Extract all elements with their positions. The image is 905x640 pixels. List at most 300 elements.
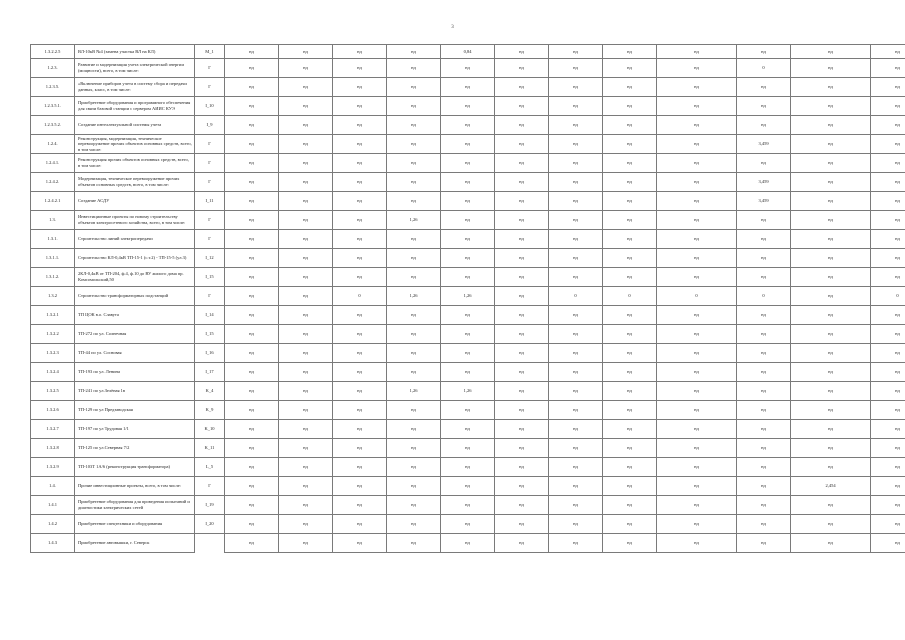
- page-number: 3: [451, 25, 454, 30]
- value-cell: нд: [737, 325, 791, 344]
- value-cell: нд: [549, 268, 603, 287]
- value-cell: нд: [225, 382, 279, 401]
- value-cell: нд: [657, 45, 737, 59]
- value-cell: нд: [225, 458, 279, 477]
- value-cell: нд: [791, 534, 871, 553]
- row-identifier: I_9: [195, 116, 225, 135]
- value-cell: нд: [441, 420, 495, 439]
- value-cell: нд: [495, 344, 549, 363]
- value-cell: нд: [791, 496, 871, 515]
- row-code: 1.2.3.5.2.: [31, 116, 75, 135]
- row-code: 1.3.2.2: [31, 325, 75, 344]
- value-cell: нд: [279, 116, 333, 135]
- value-cell: нд: [333, 192, 387, 211]
- row-name: Строительство линий электропередачи: [75, 230, 195, 249]
- row-code: 1.3.2.1: [31, 306, 75, 325]
- row-identifier: Г: [195, 173, 225, 192]
- value-cell: нд: [657, 401, 737, 420]
- row-identifier: I_12: [195, 249, 225, 268]
- table-row: [31, 154, 905, 173]
- value-cell: нд: [791, 154, 871, 173]
- value-cell: нд: [225, 363, 279, 382]
- value-cell: 1,26: [441, 287, 495, 306]
- value-cell: 1,26: [387, 287, 441, 306]
- value-cell: нд: [495, 287, 549, 306]
- row-name: Инвестиционные проекты по новому строительству объектов электросетевого хозяйства, всего, в том числе:: [75, 211, 195, 230]
- value-cell: нд: [387, 496, 441, 515]
- row-identifier: I_19: [195, 496, 225, 515]
- value-cell: нд: [603, 306, 657, 325]
- table-row: [31, 420, 905, 439]
- table-row: [31, 439, 905, 458]
- value-cell: нд: [387, 268, 441, 287]
- value-cell: нд: [495, 116, 549, 135]
- value-cell: нд: [279, 363, 333, 382]
- row-identifier: Г: [195, 477, 225, 496]
- value-cell: нд: [657, 477, 737, 496]
- row-identifier: I_15: [195, 325, 225, 344]
- value-cell: нд: [791, 97, 871, 116]
- value-cell: нд: [791, 116, 871, 135]
- value-cell: нд: [495, 45, 549, 59]
- row-code: 1.3.2.4: [31, 363, 75, 382]
- row-name: Приобретение оборудования для проведения испытаний и диагностики электрических сетей: [75, 496, 195, 515]
- value-cell: нд: [441, 211, 495, 230]
- value-cell: нд: [333, 515, 387, 534]
- row-name: Строительство КЛ-0,4кВ ТП-15-1 (с.т.2) - ТП-15-5 (ул.3): [75, 249, 195, 268]
- value-cell: нд: [737, 268, 791, 287]
- value-cell: нд: [387, 135, 441, 154]
- value-cell: нд: [387, 45, 441, 59]
- value-cell: нд: [871, 192, 905, 211]
- row-identifier: I_11: [195, 192, 225, 211]
- row-identifier: K_11: [195, 439, 225, 458]
- value-cell: 0: [333, 287, 387, 306]
- value-cell: нд: [225, 287, 279, 306]
- value-cell: нд: [871, 97, 905, 116]
- row-identifier: Г: [195, 78, 225, 97]
- value-cell: нд: [495, 420, 549, 439]
- value-cell: нд: [657, 268, 737, 287]
- row-identifier: K_9: [195, 401, 225, 420]
- value-cell: нд: [495, 97, 549, 116]
- value-cell: нд: [737, 477, 791, 496]
- value-cell: нд: [279, 268, 333, 287]
- value-cell: нд: [737, 401, 791, 420]
- table-row: [31, 496, 905, 515]
- value-cell: нд: [279, 154, 333, 173]
- value-cell: 1,26: [441, 382, 495, 401]
- value-cell: нд: [603, 268, 657, 287]
- value-cell: нд: [549, 401, 603, 420]
- value-cell: нд: [279, 344, 333, 363]
- value-cell: нд: [657, 249, 737, 268]
- value-cell: нд: [871, 135, 905, 154]
- value-cell: нд: [441, 154, 495, 173]
- value-cell: нд: [657, 192, 737, 211]
- value-cell: нд: [871, 249, 905, 268]
- value-cell: нд: [387, 420, 441, 439]
- value-cell: нд: [871, 59, 905, 78]
- table-row: [31, 268, 905, 287]
- value-cell: 3,459: [737, 173, 791, 192]
- value-cell: нд: [495, 192, 549, 211]
- value-cell: нд: [225, 78, 279, 97]
- value-cell: нд: [495, 477, 549, 496]
- value-cell: нд: [871, 230, 905, 249]
- row-identifier: Г: [195, 135, 225, 154]
- table-row: [31, 306, 905, 325]
- value-cell: нд: [225, 192, 279, 211]
- value-cell: нд: [441, 344, 495, 363]
- value-cell: нд: [549, 135, 603, 154]
- value-cell: нд: [603, 97, 657, 116]
- value-cell: нд: [441, 78, 495, 97]
- row-identifier: I_17: [195, 363, 225, 382]
- row-code: 1.3.1.1.: [31, 249, 75, 268]
- value-cell: нд: [225, 306, 279, 325]
- table-row: [31, 135, 905, 154]
- value-cell: нд: [495, 59, 549, 78]
- value-cell: нд: [333, 325, 387, 344]
- value-cell: нд: [791, 249, 871, 268]
- value-cell: нд: [279, 496, 333, 515]
- value-cell: нд: [495, 249, 549, 268]
- row-name: ТП-125 по ул.Северная 7/2: [75, 439, 195, 458]
- value-cell: нд: [333, 211, 387, 230]
- table-row: [31, 173, 905, 192]
- value-cell: нд: [549, 458, 603, 477]
- table-row: [31, 97, 905, 116]
- value-cell: нд: [387, 306, 441, 325]
- value-cell: нд: [549, 173, 603, 192]
- value-cell: нд: [387, 344, 441, 363]
- value-cell: нд: [279, 78, 333, 97]
- value-cell: нд: [495, 154, 549, 173]
- table-row: [31, 325, 905, 344]
- value-cell: нд: [791, 45, 871, 59]
- value-cell: нд: [279, 420, 333, 439]
- value-cell: нд: [657, 116, 737, 135]
- value-cell: нд: [549, 477, 603, 496]
- row-identifier: I_14: [195, 306, 225, 325]
- value-cell: нд: [225, 97, 279, 116]
- value-cell: нд: [737, 230, 791, 249]
- value-cell: нд: [657, 515, 737, 534]
- value-cell: нд: [791, 344, 871, 363]
- value-cell: нд: [871, 477, 905, 496]
- row-identifier: Г: [195, 230, 225, 249]
- value-cell: нд: [871, 420, 905, 439]
- row-identifier: Г: [195, 211, 225, 230]
- value-cell: нд: [871, 306, 905, 325]
- value-cell: нд: [549, 496, 603, 515]
- value-cell: нд: [657, 173, 737, 192]
- row-code: 1.2.3.: [31, 59, 75, 78]
- row-identifier: I_10: [195, 97, 225, 116]
- value-cell: нд: [657, 59, 737, 78]
- value-cell: нд: [603, 173, 657, 192]
- value-cell: нд: [737, 515, 791, 534]
- row-code: 1.3.2.9: [31, 458, 75, 477]
- value-cell: нд: [871, 439, 905, 458]
- value-cell: нд: [441, 116, 495, 135]
- row-name: Развитие и модернизация учета электрической энергии (мощности), всего, в том числе:: [75, 59, 195, 78]
- value-cell: нд: [441, 477, 495, 496]
- value-cell: нд: [495, 382, 549, 401]
- value-cell: нд: [387, 173, 441, 192]
- row-name: Прочие инвестиционные проекты, всего, в том числе:: [75, 477, 195, 496]
- value-cell: нд: [603, 439, 657, 458]
- value-cell: нд: [657, 78, 737, 97]
- value-cell: нд: [495, 211, 549, 230]
- value-cell: нд: [495, 135, 549, 154]
- value-cell: нд: [279, 325, 333, 344]
- value-cell: нд: [737, 439, 791, 458]
- value-cell: нд: [791, 287, 871, 306]
- value-cell: нд: [791, 211, 871, 230]
- row-code: 1.3.1.2.: [31, 268, 75, 287]
- value-cell: нд: [603, 154, 657, 173]
- row-code: 1.2.4.: [31, 135, 75, 154]
- value-cell: нд: [603, 420, 657, 439]
- row-name: ТП-272 по ул. Солнечная: [75, 325, 195, 344]
- row-code: 1.4.1: [31, 496, 75, 515]
- value-cell: нд: [225, 401, 279, 420]
- value-cell: нд: [791, 420, 871, 439]
- value-cell: нд: [225, 59, 279, 78]
- value-cell: нд: [387, 401, 441, 420]
- value-cell: нд: [791, 268, 871, 287]
- row-identifier: M_1: [195, 45, 225, 59]
- value-cell: нд: [603, 363, 657, 382]
- value-cell: нд: [279, 306, 333, 325]
- value-cell: нд: [791, 173, 871, 192]
- value-cell: нд: [225, 45, 279, 59]
- row-code: 1.3.2: [31, 287, 75, 306]
- value-cell: нд: [549, 230, 603, 249]
- value-cell: нд: [225, 230, 279, 249]
- row-code: 1.3.2.8: [31, 439, 75, 458]
- value-cell: нд: [549, 116, 603, 135]
- row-identifier: I_15: [195, 268, 225, 287]
- value-cell: нд: [333, 382, 387, 401]
- value-cell: нд: [549, 249, 603, 268]
- value-cell: нд: [871, 325, 905, 344]
- value-cell: нд: [549, 211, 603, 230]
- value-cell: нд: [225, 534, 279, 553]
- value-cell: 0,84: [441, 45, 495, 59]
- value-cell: нд: [441, 97, 495, 116]
- value-cell: нд: [603, 45, 657, 59]
- value-cell: нд: [737, 249, 791, 268]
- row-name: ТП-44 по ул. Сосновая: [75, 344, 195, 363]
- table-row: [31, 78, 905, 97]
- value-cell: нд: [279, 97, 333, 116]
- value-cell: нд: [495, 515, 549, 534]
- row-name: ТП-129 по ул Предзаводская: [75, 401, 195, 420]
- value-cell: нд: [333, 59, 387, 78]
- value-cell: нд: [441, 439, 495, 458]
- value-cell: нд: [333, 154, 387, 173]
- row-name: Приобретение оборудования и программного обеспечения для связи базовой станции с сервером АИИС КУЭ: [75, 97, 195, 116]
- value-cell: нд: [387, 116, 441, 135]
- value-cell: нд: [657, 496, 737, 515]
- value-cell: нд: [737, 382, 791, 401]
- value-cell: нд: [225, 249, 279, 268]
- row-name: Приобретение спецтехники и оборудования: [75, 515, 195, 534]
- row-name: Создание интеллектуальной системы учета: [75, 116, 195, 135]
- value-cell: нд: [225, 420, 279, 439]
- value-cell: нд: [603, 211, 657, 230]
- value-cell: нд: [791, 135, 871, 154]
- value-cell: нд: [603, 477, 657, 496]
- value-cell: нд: [441, 192, 495, 211]
- value-cell: нд: [225, 268, 279, 287]
- value-cell: нд: [871, 173, 905, 192]
- value-cell: нд: [791, 230, 871, 249]
- value-cell: нд: [333, 173, 387, 192]
- table-row: [31, 192, 905, 211]
- value-cell: нд: [549, 78, 603, 97]
- row-name: Строительство трансформаторных подстанций: [75, 287, 195, 306]
- value-cell: 0: [549, 287, 603, 306]
- row-identifier: K_10: [195, 420, 225, 439]
- value-cell: нд: [549, 306, 603, 325]
- value-cell: нд: [279, 230, 333, 249]
- value-cell: нд: [279, 45, 333, 59]
- row-identifier: [195, 534, 225, 553]
- table-row: [31, 363, 905, 382]
- value-cell: нд: [279, 287, 333, 306]
- value-cell: нд: [657, 211, 737, 230]
- value-cell: нд: [441, 306, 495, 325]
- value-cell: нд: [333, 439, 387, 458]
- row-code: 1.3.2.2.5: [31, 45, 75, 59]
- row-code: 1.2.4.2.: [31, 173, 75, 192]
- row-code: 1.3.2.7: [31, 420, 75, 439]
- table-row: [31, 344, 905, 363]
- value-cell: нд: [603, 116, 657, 135]
- row-name: ТП-103Т 1А/6 (реконструкция трансформатора): [75, 458, 195, 477]
- value-cell: нд: [279, 135, 333, 154]
- row-name: Создание АСДУ: [75, 192, 195, 211]
- value-cell: нд: [333, 230, 387, 249]
- value-cell: нд: [279, 192, 333, 211]
- row-name: «Включение приборов учета в систему сбора и передачи данных, класс, в том числе:: [75, 78, 195, 97]
- table-row: [31, 458, 905, 477]
- value-cell: 1,26: [387, 211, 441, 230]
- value-cell: нд: [603, 401, 657, 420]
- value-cell: нд: [279, 477, 333, 496]
- row-name: ТП-193 по ул. Ленина: [75, 363, 195, 382]
- value-cell: нд: [549, 382, 603, 401]
- value-cell: нд: [441, 59, 495, 78]
- table-row: [31, 230, 905, 249]
- value-cell: нд: [737, 458, 791, 477]
- value-cell: 1,26: [387, 382, 441, 401]
- table-row: [31, 249, 905, 268]
- value-cell: нд: [871, 45, 905, 59]
- value-cell: нд: [387, 249, 441, 268]
- value-cell: нд: [495, 439, 549, 458]
- value-cell: нд: [737, 78, 791, 97]
- value-cell: нд: [495, 306, 549, 325]
- value-cell: нд: [387, 439, 441, 458]
- value-cell: нд: [603, 135, 657, 154]
- value-cell: 0: [737, 59, 791, 78]
- value-cell: нд: [441, 458, 495, 477]
- value-cell: нд: [387, 534, 441, 553]
- value-cell: нд: [495, 78, 549, 97]
- value-cell: нд: [495, 401, 549, 420]
- value-cell: нд: [225, 439, 279, 458]
- value-cell: нд: [657, 135, 737, 154]
- value-cell: нд: [791, 363, 871, 382]
- value-cell: нд: [333, 420, 387, 439]
- value-cell: нд: [495, 173, 549, 192]
- value-cell: нд: [387, 192, 441, 211]
- table-row: [31, 515, 905, 534]
- value-cell: нд: [441, 363, 495, 382]
- value-cell: нд: [387, 154, 441, 173]
- value-cell: нд: [657, 363, 737, 382]
- value-cell: нд: [441, 230, 495, 249]
- value-cell: нд: [657, 344, 737, 363]
- value-cell: нд: [737, 496, 791, 515]
- table-row: [31, 534, 905, 553]
- value-cell: нд: [871, 116, 905, 135]
- value-cell: нд: [549, 515, 603, 534]
- value-cell: нд: [737, 116, 791, 135]
- row-name: Приобретение автовышки, г. Северск: [75, 534, 195, 553]
- value-cell: нд: [791, 401, 871, 420]
- row-name: ВЛ-10кВ №4 (замена участка ВЛ на КЛ): [75, 45, 195, 59]
- value-cell: нд: [549, 154, 603, 173]
- value-cell: нд: [549, 420, 603, 439]
- value-cell: нд: [279, 458, 333, 477]
- value-cell: 2,454: [791, 477, 871, 496]
- value-cell: нд: [441, 249, 495, 268]
- value-cell: нд: [871, 401, 905, 420]
- value-cell: нд: [225, 496, 279, 515]
- value-cell: нд: [333, 344, 387, 363]
- value-cell: нд: [495, 534, 549, 553]
- value-cell: нд: [441, 173, 495, 192]
- value-cell: нд: [657, 382, 737, 401]
- value-cell: нд: [871, 515, 905, 534]
- value-cell: 0: [737, 287, 791, 306]
- value-cell: 3,459: [737, 135, 791, 154]
- value-cell: нд: [603, 496, 657, 515]
- value-cell: нд: [791, 515, 871, 534]
- value-cell: нд: [333, 116, 387, 135]
- value-cell: нд: [441, 135, 495, 154]
- value-cell: нд: [387, 230, 441, 249]
- value-cell: нд: [657, 97, 737, 116]
- value-cell: 3,459: [737, 192, 791, 211]
- value-cell: нд: [657, 534, 737, 553]
- value-cell: нд: [279, 534, 333, 553]
- value-cell: нд: [657, 325, 737, 344]
- value-cell: нд: [737, 344, 791, 363]
- value-cell: нд: [495, 268, 549, 287]
- row-code: 1.3.1.: [31, 230, 75, 249]
- table-row: [31, 287, 905, 306]
- row-code: 1.2.3.5.: [31, 78, 75, 97]
- value-cell: нд: [387, 477, 441, 496]
- row-code: 1.4.3: [31, 534, 75, 553]
